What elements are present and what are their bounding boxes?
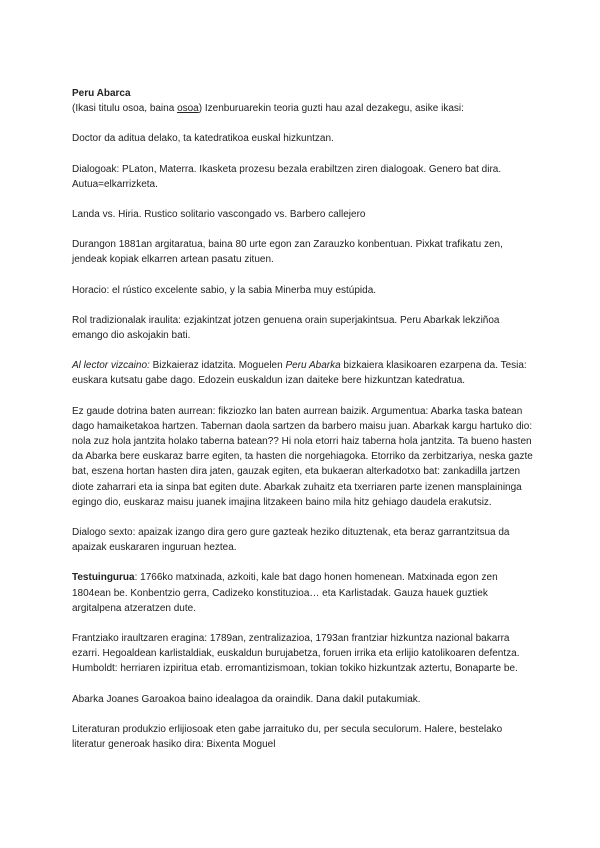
paragraph-frantzia: Frantziako iraultzaren eragina: 1789an, zentralizazioa, 1793an frantziar hizkuntza nazional bakarra ezarri. Hegoaldean karlistaldiak, euskaldun burujabetza, foruen irrika eta erlijio katolikoaren defentza. Humboldt: herriaren izpiritua etab. erromantizismoan, tokian tokiko hizkuntzak aztertu, Bonaparte be.	[72, 633, 520, 675]
paragraph-horacio: Horacio: el rústico excelente sabio, y la sabia Minerba muy estúpida.	[72, 284, 377, 296]
lector-text2: bizkaiera klasikoaren ezarpena da. Tesia: euskara kutsatu gabe dago. Edozein euskaldun izan daiteke bere hizkuntzan katedratua.	[72, 360, 527, 387]
intro-after: ) Izenburuarekin teoria guzti hau azal dezakegu, asike ikasi:	[198, 103, 464, 115]
lector-text1: Bizkaieraz idatzita. Moguelen	[149, 360, 286, 372]
paragraph-dialogo-sexto: Dialogo sexto: apaizak izango dira gero gure gazteak heziko dituztenak, eta beraz garrantzitsua da apaizak euskararen inguruan heztea.	[72, 527, 510, 554]
paragraph-literaturan: Literaturan produkzio erlijiosoak eten gabe jarraituko du, per secula seculorum. Halere, bestelako literatur generoak hasiko dira: Bixenta Moguel	[72, 723, 503, 751]
testuingurua-text: : 1766ko matxinada, azkoiti, kale bat dago honen homenean. Matxinada egon zen 1804ean be. Konbentzio gerra, Cadizeko konstituzioa… eta Karlistadak. Gauza hauek guztiek argitalpena atzeratzen dute.	[72, 572, 498, 614]
document-page	[72, 86, 534, 767]
book-title-italic: Peru Abarka	[285, 360, 341, 372]
lector-italic: Al lector vizcaino:	[72, 360, 150, 372]
paragraph-landa-hiria: Landa vs. Hiria. Rustico solitario vascongado vs. Barbero callejero	[72, 209, 366, 221]
paragraph-lector	[72, 358, 534, 388]
paragraph-rol: Rol tradizionalak iraulita: ezjakintzat jotzen genuena orain superjakintsua. Peru Abarkak lekziñoa emango dio askojakin bati.	[72, 314, 500, 342]
title-block	[72, 86, 534, 116]
document-title: Peru Abarca	[72, 88, 131, 99]
paragraph-abarka-joanes: Abarka Joanes Garoakoa baino idealagoa da oraindik. Dana dakiI putakumiak.	[72, 693, 421, 705]
paragraph-dialogoak: Dialogoak: PLaton, Materra. Ikasketa prozesu bezala erabiltzen ziren dialogoak. Genero bat dira. Autua=elkarrizketa.	[72, 163, 502, 190]
paragraph-durangon: Durangon 1881an argitaratua, baina 80 urte egon zan Zarauzko konbentuan. Pixkat trafikatu zen, jendeak kopiak elkarren artean pasatu zituen.	[72, 239, 503, 266]
intro-underlined: osoa	[177, 103, 199, 115]
paragraph-doctor: Doctor da aditua delako, ta katedratikoa euskal hizkuntzan.	[72, 133, 334, 145]
intro-paragraph	[72, 101, 534, 116]
paragraph-dotrina: Ez gaude dotrina baten aurrean: fikziozko lan baten aurrean baizik. Argumentua: Abarka taska batean dago hamaiketakoa hartzen. Tabernan daola sartzen da barbero maisu juan. Abarkak kargu hartuko dio: nola zuz hola jantzita holako taberna batean?? Hi nola etorri haiz taberna hola jantzita. Ta bueno hasten da Abarka bere euskaraz barre egiten, ta hasten die norgehiagoka. Etorriko da zerbitzariya, neska gazte bat, eszena hortan hasten dira jaten, gauzak egiten, eta bukaeran alterkadotxo bat: zankadilla jartzen diote zaharrari eta ia sinpa bat egiten dute. Abarkak zuhaitz eta txerriaren parte izenen mansplaininga egingo dio, euskaraz maisu juanek imajina litzakeen baino mila hitz gehiago daudela erakutsiz.	[72, 405, 533, 508]
paragraph-testuingurua	[72, 570, 534, 616]
intro-before: (Ikasi titulu osoa, baina	[72, 103, 178, 115]
testuingurua-heading: Testuingurua	[72, 572, 135, 584]
